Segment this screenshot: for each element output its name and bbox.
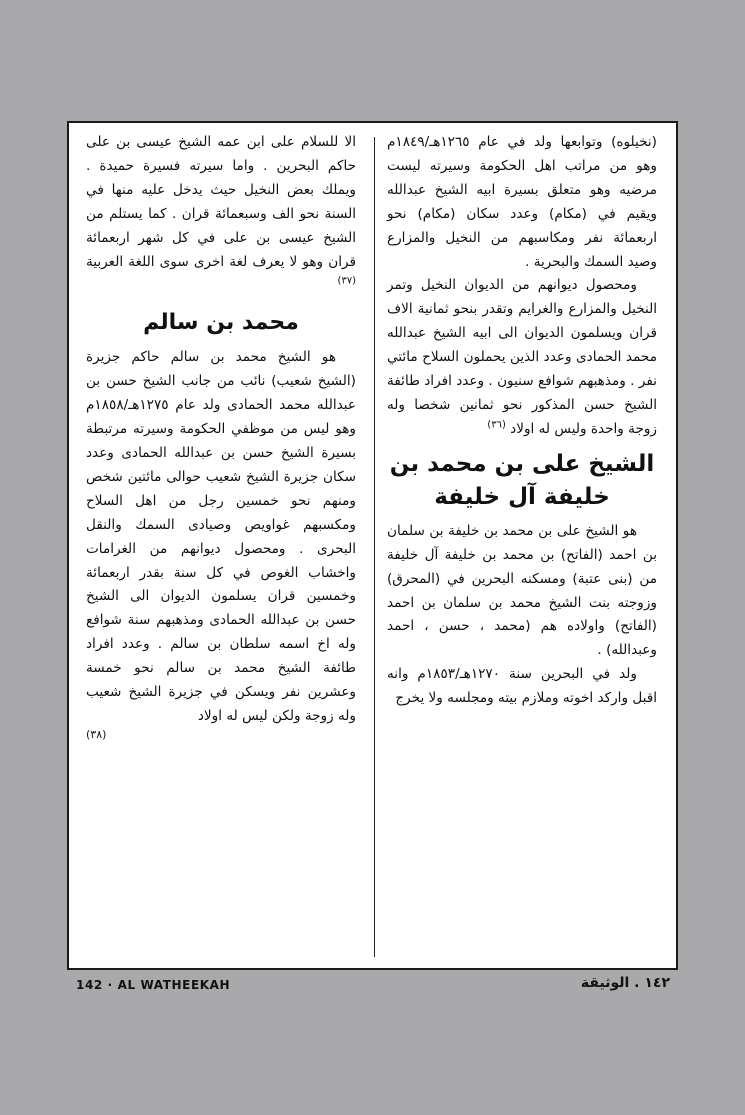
- paragraph-mohammed-bin-salem: هو الشيخ محمد بن سالم حاكم جزيرة (الشيخ شعيب) نائب من جانب الشيخ حسن بن عبدالله محمد الحمادى ولد عام ١٢٧٥هـ/١٨٥٨م وهو ليس من موظفي الحكومة وسيرته مرتبطة بسيرة الشيخ حسن بن عبدالله الحمادى وعدد سكان جزيرة الشيخ شعيب حوالى مائتين شخص ومنهم نحو خمسين رجل من اهل السلاح ومكسبهم غواويص وصيادى السمك والنقل البحرى . ومحصول ديوانهم من الغرامات واخشاب الغوص في كل سنة بقدر اربعمائة وخمسين قران يسلمون الديوان الى الشيخ حسن بن عبدالله الحمادى ومذهبهم سنة شوافع وله اخ اسمه سلطان بن سالم . وعدد افراد طائفة الشيخ محمد بن سالم نحو خمسة وعشرين نفر ويسكن في جزيرة الشيخ شعيب وله زوجة ولكن ليس له اولاد: [86, 349, 356, 724]
- paragraph-ali-continued: [86, 131, 356, 298]
- footnote-ref-37: (٣٧): [337, 275, 356, 287]
- section-heading-ali-bin-mohammed: الشيخ على بن محمد بن خليفة آل خليفة: [389, 450, 655, 510]
- paragraph-ali-birth: ولد في البحرين سنة ١٢٧٠هـ/١٨٥٣م وانه اقبل واركد اخوته وملازم بيته ومجلسه ولا يخرج: [387, 666, 657, 707]
- page-footer: [72, 975, 674, 998]
- section-heading-mohammed-bin-salem: محمد بن سالم: [143, 310, 299, 336]
- right-column: [387, 131, 657, 711]
- column-divider: [374, 137, 375, 957]
- paragraph-revenue: [387, 274, 657, 441]
- paragraph-revenue-text: ومحصول ديوانهم من الديوان النخيل وتمر النخيل والمزارع والغرايم وتقدر بنحو ثمانية الاف قران ويسلمون الديوان الى ابيه الشيخ عبدالله محمد الحمادى وعدد الذين يحملون السلاح مائتي نفر . ومذهبهم شوافع سنيون . وعدد افراد طائفة الشيخ حسن المذكور نحو ثمانين شخصا وله زوجة واحدة وليس له اولاد: [387, 277, 657, 437]
- paragraph-ali-lineage: هو الشيخ على بن محمد بن خليفة بن سلمان بن احمد (الفاتح) بن محمد بن خليفة آل خليفة من (بنى عتبة) ومسكنه البحرين في (المحرق) وزوجته بنت الشيخ محمد بن سلمان بن احمد (الفاتح) واولاده هم (محمد ، حسن ، احمد وعبدالله) .: [387, 522, 657, 659]
- footnote-ref-38: (٣٨): [86, 727, 107, 741]
- paragraph-makkam: (نخيلوه) وتوابعها ولد في عام ١٢٦٥هـ/١٨٤٩م وهو من مراتب اهل الحكومة وسيرته ليست مرضيه وهو متعلق بسيرة ابيه الشيخ عبدالله ويقيم في (مكام) وعدد سكان (مكام) نحو اربعمائة نفر ومكاسبهم من النخيل والمزارع وصيد السمك والبحرية .: [387, 134, 657, 270]
- paragraph-ali-continued-text: الا للسلام على ابن عمه الشيخ عيسى بن على حاكم البحرين . واما سيرته فسيرة حميدة . ويملك بعض النخيل حيث يدخل عليه منها في السنة نحو الف وسبعمائة قران . كما يستلم من الشيخ عيسى بن على في كل شهر اربعمائة قران وهو لا يعرف لغة اخرى سوى اللغة العربية: [86, 134, 356, 270]
- article-frame: [67, 121, 678, 970]
- footer-page-label-english: 142 · AL WATHEEKAH: [76, 978, 231, 992]
- footer-page-label-arabic: ١٤٢ . الوثيقة: [580, 975, 670, 991]
- footnote-ref-36: (٣٦): [487, 419, 506, 431]
- left-column: [86, 131, 356, 743]
